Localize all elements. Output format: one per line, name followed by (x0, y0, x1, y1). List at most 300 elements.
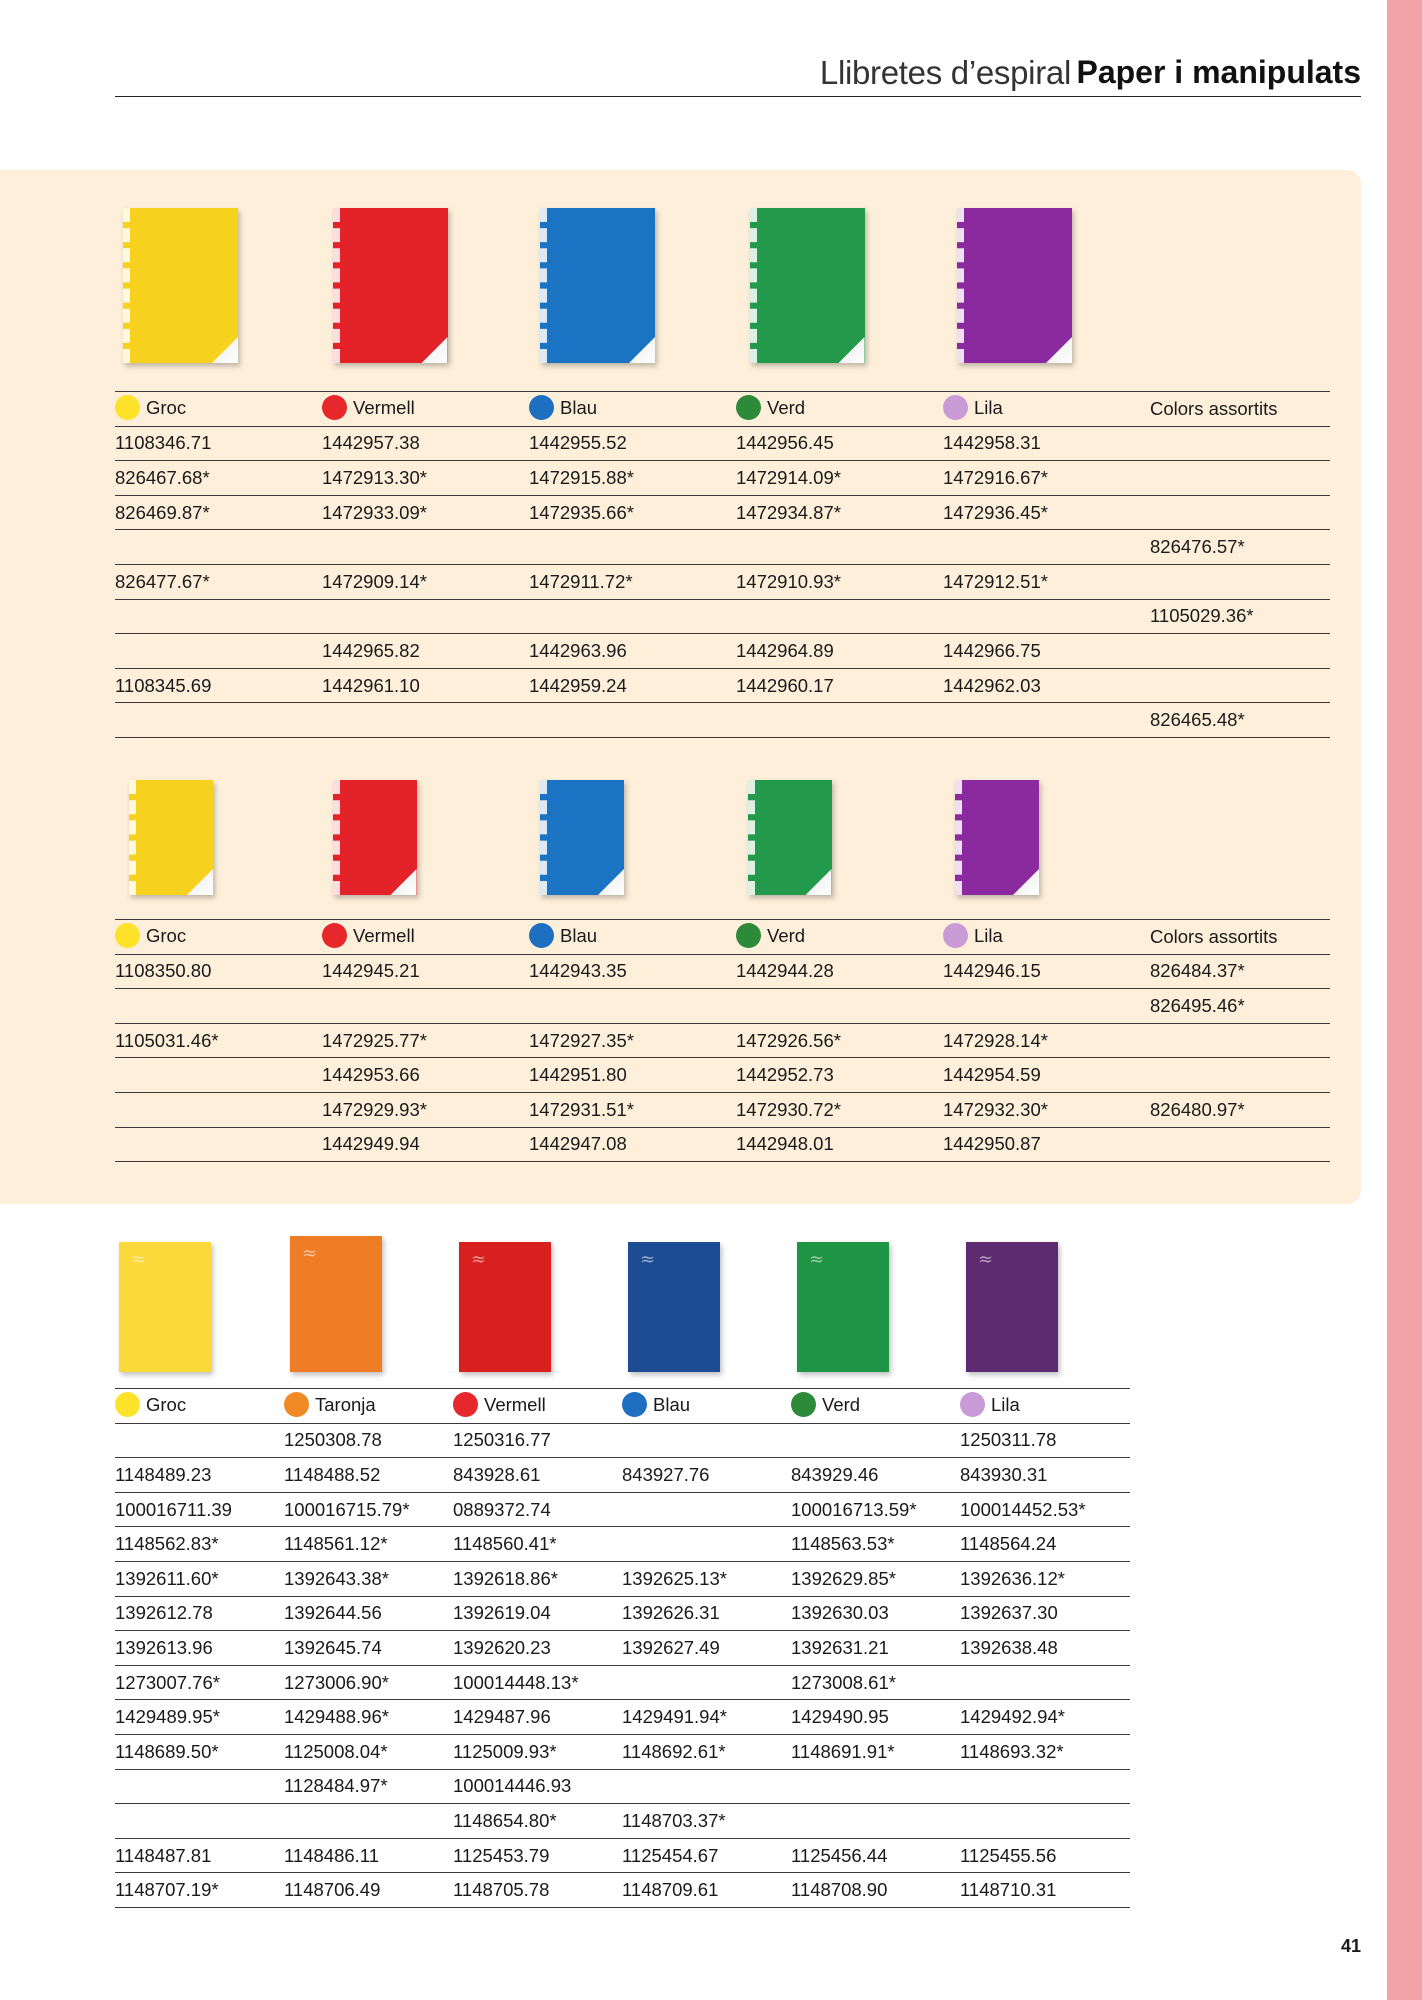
product-code-cell: 1148560.41* (453, 1527, 622, 1562)
product-code-cell: 1148705.78 (453, 1873, 622, 1908)
product-code-cell: 1472929.93* (322, 1092, 529, 1127)
notebook-lila-image (957, 208, 1072, 363)
product-code-cell: 1472912.51* (943, 564, 1150, 599)
table-row (115, 1023, 1330, 1058)
cover-ornament: ≈ (978, 1249, 994, 1270)
table-row (115, 530, 1330, 565)
product-code-cell: 1392625.13* (622, 1561, 791, 1596)
notebook-cell (791, 1236, 960, 1372)
notebook-cell (945, 780, 1153, 895)
product-code-cell (1150, 564, 1330, 599)
product-code-cell (622, 1665, 791, 1700)
product-code-cell: 100016713.59* (791, 1492, 960, 1527)
product-code-cell (529, 989, 736, 1024)
notebook-groc-image (123, 208, 238, 363)
product-code-cell (622, 1527, 791, 1562)
color-label: Verd (767, 397, 806, 419)
color-header-cell (284, 1389, 453, 1424)
color-label: Groc (146, 397, 187, 419)
color-header-cell (736, 920, 943, 955)
color-dot-icon (115, 395, 140, 420)
product-code-cell: 1442943.35 (529, 954, 736, 989)
notebook-cell (453, 1236, 622, 1372)
product-code-cell: 826476.57* (1150, 530, 1330, 565)
table-row (115, 1804, 1130, 1839)
notebook-cell (115, 208, 323, 363)
product-code-cell: 1429492.94* (960, 1700, 1130, 1735)
product-code-cell: 1125008.04* (284, 1734, 453, 1769)
product-code-cell: 1442952.73 (736, 1058, 943, 1093)
product-code-cell: 843927.76 (622, 1458, 791, 1493)
notebook-cell (622, 1236, 791, 1372)
product-code-cell: 1472930.72* (736, 1092, 943, 1127)
product-code-cell: 100016711.39 (115, 1492, 284, 1527)
page-curl-decoration (629, 337, 655, 363)
cover-ornament: ≈ (131, 1249, 147, 1270)
product-code-cell (115, 989, 322, 1024)
color-header-cell (736, 392, 943, 427)
product-code-cell: 1442944.28 (736, 954, 943, 989)
product-code-cell: 1250311.78 (960, 1423, 1130, 1458)
table-row (115, 1873, 1130, 1908)
color-dot-icon (791, 1392, 816, 1417)
notebook-images-row-1 (115, 208, 1153, 363)
product-code-cell: 826477.67* (115, 564, 322, 599)
color-dot-icon (322, 395, 347, 420)
color-header-cell (1150, 920, 1330, 955)
page-curl-decoration (187, 869, 213, 895)
product-code-cell: 100014446.93 (453, 1769, 622, 1804)
page-curl-decoration (1046, 337, 1072, 363)
product-code-cell: 1442956.45 (736, 426, 943, 461)
product-code-cell: 1472927.35* (529, 1023, 736, 1058)
product-code-cell (115, 1804, 284, 1839)
product-code-cell (960, 1804, 1130, 1839)
color-header-cell (115, 1389, 284, 1424)
notebook-lila-image (966, 1242, 1058, 1372)
product-code-cell: 1392619.04 (453, 1596, 622, 1631)
product-codes-table-1 (115, 391, 1330, 738)
product-code-cell: 100014448.13* (453, 1665, 622, 1700)
cover-ornament: ≈ (809, 1249, 825, 1270)
product-code-cell: 1128484.97* (284, 1769, 453, 1804)
product-code-cell: 0889372.74 (453, 1492, 622, 1527)
product-code-cell: 826495.46* (1150, 989, 1330, 1024)
color-label: Blau (560, 925, 598, 947)
product-code-cell: 1472913.30* (322, 461, 529, 496)
cover-ornament: ≈ (640, 1249, 656, 1270)
product-code-cell: 1148708.90 (791, 1873, 960, 1908)
product-code-cell: 1472936.45* (943, 495, 1150, 530)
product-code-cell: 826469.87* (115, 495, 322, 530)
product-code-cell: 1392613.96 (115, 1631, 284, 1666)
product-code-cell: 1442948.01 (736, 1127, 943, 1162)
product-code-cell: 1429488.96* (284, 1700, 453, 1735)
color-label: Blau (560, 397, 598, 419)
table-row (115, 703, 1330, 738)
product-code-cell: 1442962.03 (943, 668, 1150, 703)
product-code-cell: 1472933.09* (322, 495, 529, 530)
product-code-cell: 1442954.59 (943, 1058, 1150, 1093)
product-code-cell (622, 1769, 791, 1804)
product-code-cell (791, 1769, 960, 1804)
product-code-cell: 1273008.61* (791, 1665, 960, 1700)
color-header-cell (529, 920, 736, 955)
product-code-cell: 1442966.75 (943, 634, 1150, 669)
table-row (115, 1458, 1130, 1493)
product-code-cell: 1429489.95* (115, 1700, 284, 1735)
color-header-cell (453, 1389, 622, 1424)
page-curl-decoration (1013, 869, 1039, 895)
product-code-cell: 1392626.31 (622, 1596, 791, 1631)
product-code-cell: 1472931.51* (529, 1092, 736, 1127)
table-row (115, 564, 1330, 599)
notebook-cell (738, 780, 946, 895)
product-code-cell: 1148693.32* (960, 1734, 1130, 1769)
product-code-cell: 1429491.94* (622, 1700, 791, 1735)
table-row (115, 1561, 1130, 1596)
product-code-cell: 1392637.30 (960, 1596, 1130, 1631)
product-code-cell: 1392644.56 (284, 1596, 453, 1631)
color-dot-icon (960, 1392, 985, 1417)
product-code-cell: 1250316.77 (453, 1423, 622, 1458)
notebook-cell (284, 1236, 453, 1372)
product-code-cell (322, 530, 529, 565)
product-code-cell: 1148489.23 (115, 1458, 284, 1493)
product-code-cell: 843928.61 (453, 1458, 622, 1493)
product-code-cell: 1105029.36* (1150, 599, 1330, 634)
product-code-cell (284, 1804, 453, 1839)
product-codes-table-2 (115, 919, 1330, 1162)
product-code-cell (943, 989, 1150, 1024)
product-code-cell: 1148706.49 (284, 1873, 453, 1908)
product-code-cell (1150, 495, 1330, 530)
product-code-cell: 1148487.81 (115, 1838, 284, 1873)
color-label: Vermell (353, 925, 415, 947)
table-row (115, 1423, 1130, 1458)
color-label: Groc (146, 925, 187, 947)
product-code-cell: 1148691.91* (791, 1734, 960, 1769)
product-code-cell (736, 599, 943, 634)
product-code-cell: 1148654.80* (453, 1804, 622, 1839)
color-label: Colors assortits (1150, 925, 1278, 947)
color-header-row (115, 392, 1330, 427)
product-code-cell: 1108346.71 (115, 426, 322, 461)
table-row (115, 426, 1330, 461)
product-code-cell (1150, 461, 1330, 496)
product-code-cell: 1392629.85* (791, 1561, 960, 1596)
product-code-cell (1150, 426, 1330, 461)
product-code-cell: 1108350.80 (115, 954, 322, 989)
color-header-cell (115, 392, 322, 427)
color-dot-icon (322, 923, 347, 948)
color-dot-icon (284, 1392, 309, 1417)
product-code-cell (322, 599, 529, 634)
color-label: Groc (146, 1394, 187, 1416)
product-code-cell (115, 634, 322, 669)
product-code-cell: 1125456.44 (791, 1838, 960, 1873)
product-code-cell: 1392611.60* (115, 1561, 284, 1596)
color-dot-icon (115, 1392, 140, 1417)
product-code-cell: 1148561.12* (284, 1527, 453, 1562)
product-code-cell: 1148707.19* (115, 1873, 284, 1908)
color-header-cell (529, 392, 736, 427)
product-code-cell: 1392620.23 (453, 1631, 622, 1666)
page-header (115, 50, 1361, 97)
product-code-cell: 1442959.24 (529, 668, 736, 703)
product-code-cell: 1442950.87 (943, 1127, 1150, 1162)
product-code-cell: 1442965.82 (322, 634, 529, 669)
color-header-cell (960, 1389, 1130, 1424)
color-label: Lila (991, 1394, 1020, 1416)
product-code-cell: 1442964.89 (736, 634, 943, 669)
product-code-cell (115, 1092, 322, 1127)
product-code-cell: 1273006.90* (284, 1665, 453, 1700)
table-row (115, 1665, 1130, 1700)
product-code-cell: 1442963.96 (529, 634, 736, 669)
product-code-cell (943, 599, 1150, 634)
color-header-cell (322, 920, 529, 955)
product-code-cell (791, 1804, 960, 1839)
color-label: Verd (822, 1394, 861, 1416)
product-code-cell: 1125455.56 (960, 1838, 1130, 1873)
section-title: Paper i manipulats (1076, 54, 1361, 90)
color-label: Lila (974, 925, 1003, 947)
product-code-cell: 1148488.52 (284, 1458, 453, 1493)
notebook-groc-image (129, 780, 213, 895)
product-code-cell (322, 703, 529, 738)
table-row (115, 954, 1330, 989)
product-code-cell (736, 989, 943, 1024)
product-code-cell (1150, 1127, 1330, 1162)
product-code-cell: 1392612.78 (115, 1596, 284, 1631)
notebook-cell (530, 780, 738, 895)
product-code-cell: 1148564.24 (960, 1527, 1130, 1562)
product-code-cell: 1472916.67* (943, 461, 1150, 496)
product-code-cell: 826465.48* (1150, 703, 1330, 738)
product-code-cell (115, 530, 322, 565)
cover-ornament: ≈ (302, 1243, 318, 1264)
product-code-cell (960, 1769, 1130, 1804)
table-row (115, 1492, 1130, 1527)
color-dot-icon (736, 395, 761, 420)
table-row (115, 1058, 1330, 1093)
notebook-groc-image (119, 1242, 211, 1372)
side-color-strip (1387, 0, 1422, 2000)
color-label: Taronja (315, 1394, 376, 1416)
product-code-cell: 1148486.11 (284, 1838, 453, 1873)
product-code-cell (791, 1423, 960, 1458)
color-dot-icon (736, 923, 761, 948)
color-label: Vermell (353, 397, 415, 419)
product-code-cell: 1148703.37* (622, 1804, 791, 1839)
notebook-images-row-2 (115, 780, 1153, 895)
color-header-cell (622, 1389, 791, 1424)
notebook-verd-image (750, 208, 865, 363)
table-row (115, 1127, 1330, 1162)
product-code-cell: 1392638.48 (960, 1631, 1130, 1666)
notebook-cell (115, 780, 323, 895)
color-header-row (115, 1389, 1130, 1424)
notebook-blau-image (540, 780, 624, 895)
product-code-cell (115, 1127, 322, 1162)
color-header-cell (943, 920, 1150, 955)
product-code-cell (943, 703, 1150, 738)
product-code-cell (736, 530, 943, 565)
product-code-cell (529, 703, 736, 738)
product-code-cell: 1392618.86* (453, 1561, 622, 1596)
color-label: Vermell (484, 1394, 546, 1416)
color-header-row (115, 920, 1330, 955)
section-subtitle: Llibretes d’espiral (819, 54, 1071, 91)
color-dot-icon (453, 1392, 478, 1417)
color-dot-icon (529, 923, 554, 948)
product-code-cell: 1148562.83* (115, 1527, 284, 1562)
table-row (115, 1734, 1130, 1769)
product-codes-table-3 (115, 1388, 1130, 1908)
table-row (115, 668, 1330, 703)
product-code-cell: 1125453.79 (453, 1838, 622, 1873)
table-row (115, 1092, 1330, 1127)
color-header-cell (322, 392, 529, 427)
product-code-cell: 1392645.74 (284, 1631, 453, 1666)
color-header-cell (791, 1389, 960, 1424)
product-code-cell (1150, 1023, 1330, 1058)
notebook-images-row-3 (115, 1236, 1129, 1372)
page-curl-decoration (598, 869, 624, 895)
product-code-cell (960, 1665, 1130, 1700)
product-code-cell: 843929.46 (791, 1458, 960, 1493)
product-code-cell: 1148692.61* (622, 1734, 791, 1769)
product-code-cell (943, 530, 1150, 565)
color-label: Lila (974, 397, 1003, 419)
product-code-cell: 1148710.31 (960, 1873, 1130, 1908)
notebook-vermell-image (333, 780, 417, 895)
notebook-cell (530, 208, 738, 363)
table-row (115, 1838, 1130, 1873)
page-curl-decoration (806, 869, 832, 895)
product-code-cell (529, 599, 736, 634)
product-code-cell: 1250308.78 (284, 1423, 453, 1458)
product-code-cell: 1442949.94 (322, 1127, 529, 1162)
product-code-cell: 1125454.67 (622, 1838, 791, 1873)
product-code-cell: 1125009.93* (453, 1734, 622, 1769)
product-code-cell: 1442961.10 (322, 668, 529, 703)
page-curl-decoration (422, 337, 448, 363)
table-row (115, 1631, 1130, 1666)
page-curl-decoration (212, 337, 238, 363)
product-code-cell: 1442947.08 (529, 1127, 736, 1162)
color-label: Colors assortits (1150, 397, 1278, 419)
product-code-cell: 1442946.15 (943, 954, 1150, 989)
table-row (115, 1596, 1130, 1631)
product-code-cell (322, 989, 529, 1024)
product-code-cell (115, 703, 322, 738)
notebook-cell (115, 1236, 284, 1372)
notebook-cell (945, 208, 1153, 363)
notebook-verd-image (748, 780, 832, 895)
product-code-cell: 1442955.52 (529, 426, 736, 461)
product-code-cell: 1472935.66* (529, 495, 736, 530)
product-code-cell: 1472926.56* (736, 1023, 943, 1058)
product-code-cell: 826467.68* (115, 461, 322, 496)
table-row (115, 1769, 1130, 1804)
product-code-cell (115, 1423, 284, 1458)
product-code-cell: 1442945.21 (322, 954, 529, 989)
color-dot-icon (622, 1392, 647, 1417)
color-label: Blau (653, 1394, 691, 1416)
product-code-cell: 1392643.38* (284, 1561, 453, 1596)
product-code-cell: 1392631.21 (791, 1631, 960, 1666)
product-code-cell: 1472910.93* (736, 564, 943, 599)
product-code-cell (1150, 668, 1330, 703)
product-code-cell (1150, 1058, 1330, 1093)
product-code-cell: 1472925.77* (322, 1023, 529, 1058)
product-code-cell (622, 1423, 791, 1458)
color-dot-icon (115, 923, 140, 948)
color-dot-icon (529, 395, 554, 420)
notebook-taronja-image (290, 1236, 382, 1372)
product-code-cell: 1148563.53* (791, 1527, 960, 1562)
product-code-cell: 1472909.14* (322, 564, 529, 599)
product-code-cell: 1392627.49 (622, 1631, 791, 1666)
table-row (115, 1527, 1130, 1562)
product-code-cell (115, 1058, 322, 1093)
product-code-cell: 100014452.53* (960, 1492, 1130, 1527)
notebook-vermell-image (333, 208, 448, 363)
table-row (115, 989, 1330, 1024)
product-code-cell (1150, 634, 1330, 669)
color-dot-icon (943, 923, 968, 948)
notebook-cell (738, 208, 946, 363)
product-code-cell: 1442958.31 (943, 426, 1150, 461)
product-code-cell: 1442953.66 (322, 1058, 529, 1093)
table-row (115, 495, 1330, 530)
notebook-blau-image (540, 208, 655, 363)
product-code-cell: 826480.97* (1150, 1092, 1330, 1127)
product-code-cell: 1392630.03 (791, 1596, 960, 1631)
color-label: Verd (767, 925, 806, 947)
color-header-cell (115, 920, 322, 955)
product-code-cell: 1442960.17 (736, 668, 943, 703)
table-row (115, 634, 1330, 669)
product-code-cell: 1108345.69 (115, 668, 322, 703)
notebook-lila-image (955, 780, 1039, 895)
product-code-cell: 1442957.38 (322, 426, 529, 461)
product-code-cell: 1429487.96 (453, 1700, 622, 1735)
product-code-cell: 1273007.76* (115, 1665, 284, 1700)
cover-ornament: ≈ (471, 1249, 487, 1270)
product-code-cell: 1472914.09* (736, 461, 943, 496)
product-code-cell: 1442951.80 (529, 1058, 736, 1093)
product-code-cell (736, 703, 943, 738)
notebook-blau-image (628, 1242, 720, 1372)
product-code-cell (115, 1769, 284, 1804)
product-code-cell: 1472934.87* (736, 495, 943, 530)
product-code-cell: 1148689.50* (115, 1734, 284, 1769)
product-code-cell: 1429490.95 (791, 1700, 960, 1735)
product-code-cell: 843930.31 (960, 1458, 1130, 1493)
product-code-cell: 1392636.12* (960, 1561, 1130, 1596)
product-code-cell: 1148709.61 (622, 1873, 791, 1908)
product-code-cell (622, 1492, 791, 1527)
product-code-cell: 1472928.14* (943, 1023, 1150, 1058)
product-code-cell: 1472911.72* (529, 564, 736, 599)
page-curl-decoration (391, 869, 417, 895)
table-row (115, 461, 1330, 496)
product-code-cell: 1472932.30* (943, 1092, 1150, 1127)
notebook-verd-image (797, 1242, 889, 1372)
